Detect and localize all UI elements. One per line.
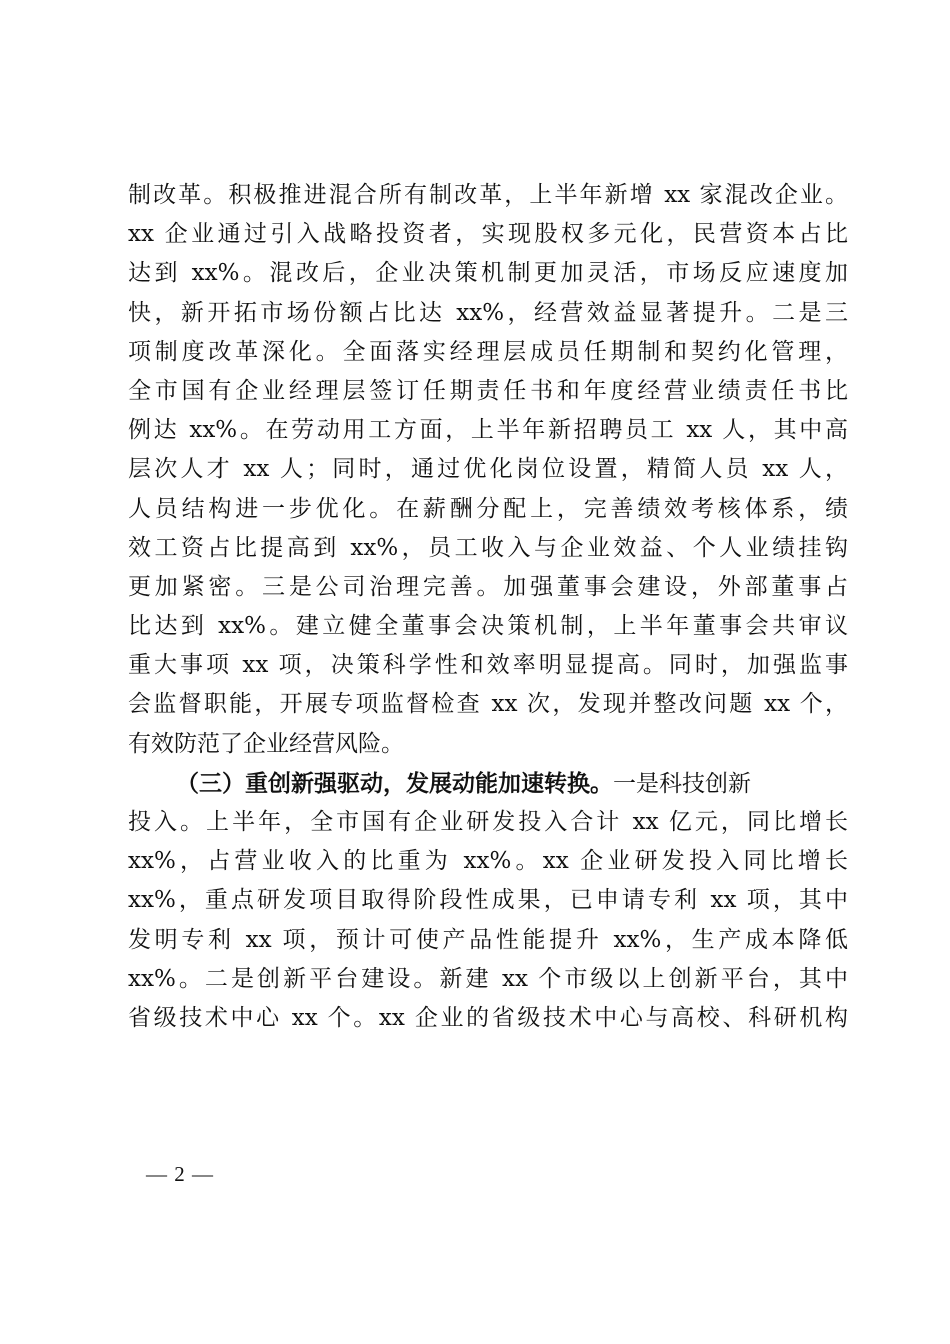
- text-line: 项制度改革深化。全面落实经理层成员任期制和契约化管理，: [128, 338, 848, 365]
- text-line: 制改革。积极推进混合所有制改革，上半年新增 xx 家混改企业。: [128, 182, 848, 208]
- text-line: 人员结构进一步优化。在薪酬分配上，完善绩效考核体系，绩: [128, 495, 848, 522]
- section-heading-rest: 一是科技创新: [613, 770, 751, 797]
- section-heading: （三）重创新强驱动，发展动能加速转换。: [176, 769, 613, 797]
- text-line: 投入。上半年，全市国有企业研发投入合计 xx 亿元，同比增长: [128, 809, 848, 835]
- text-line: 层次人才 xx 人；同时，通过优化岗位设置，精简人员 xx 人，: [128, 456, 848, 483]
- text-line: 达到 xx%。混改后，企业决策机制更加灵活，市场反应速度加: [128, 260, 848, 287]
- text-line: 全市国有企业经理层签订任期责任书和年度经营业绩责任书比: [128, 377, 848, 404]
- text-line: xx%，重点研发项目取得阶段性成果，已申请专利 xx 项，其中: [128, 887, 848, 914]
- page-number: — 2 —: [146, 1162, 214, 1186]
- text-line: 例达 xx%。在劳动用工方面，上半年新招聘员工 xx 人，其中高: [128, 417, 848, 444]
- text-line: 快，新开拓市场份额占比达 xx%，经营效益显著提升。二是三: [128, 299, 848, 326]
- text-line: 比达到 xx%。建立健全董事会决策机制，上半年董事会共审议: [128, 613, 848, 640]
- text-line: 发明专利 xx 项，预计可使产品性能提升 xx%，生产成本降低: [128, 926, 848, 953]
- text-line: 省级技术中心 xx 个。xx 企业的省级技术中心与高校、科研机构: [128, 1004, 848, 1031]
- body-text: [128, 176, 848, 1038]
- text-line: 重大事项 xx 项，决策科学性和效率明显提高。同时，加强监事: [128, 652, 848, 679]
- text-line: xx%。二是创新平台建设。新建 xx 个市级以上创新平台，其中: [128, 965, 848, 992]
- text-line: 效工资占比提高到 xx%，员工收入与企业效益、个人业绩挂钩: [128, 534, 848, 561]
- text-line: xx 企业通过引入战略投资者，实现股权多元化，民营资本占比: [128, 221, 848, 248]
- section-heading-line: [128, 764, 848, 803]
- text-line: xx%，占营业收入的比重为 xx%。xx 企业研发投入同比增长: [128, 848, 848, 875]
- text-line: 有效防范了企业经营风险。: [128, 730, 404, 757]
- text-line: 更加紧密。三是公司治理完善。加强董事会建设，外部董事占: [128, 573, 848, 600]
- text-line: 会监督职能，开展专项监督检查 xx 次，发现并整改问题 xx 个，: [128, 691, 848, 718]
